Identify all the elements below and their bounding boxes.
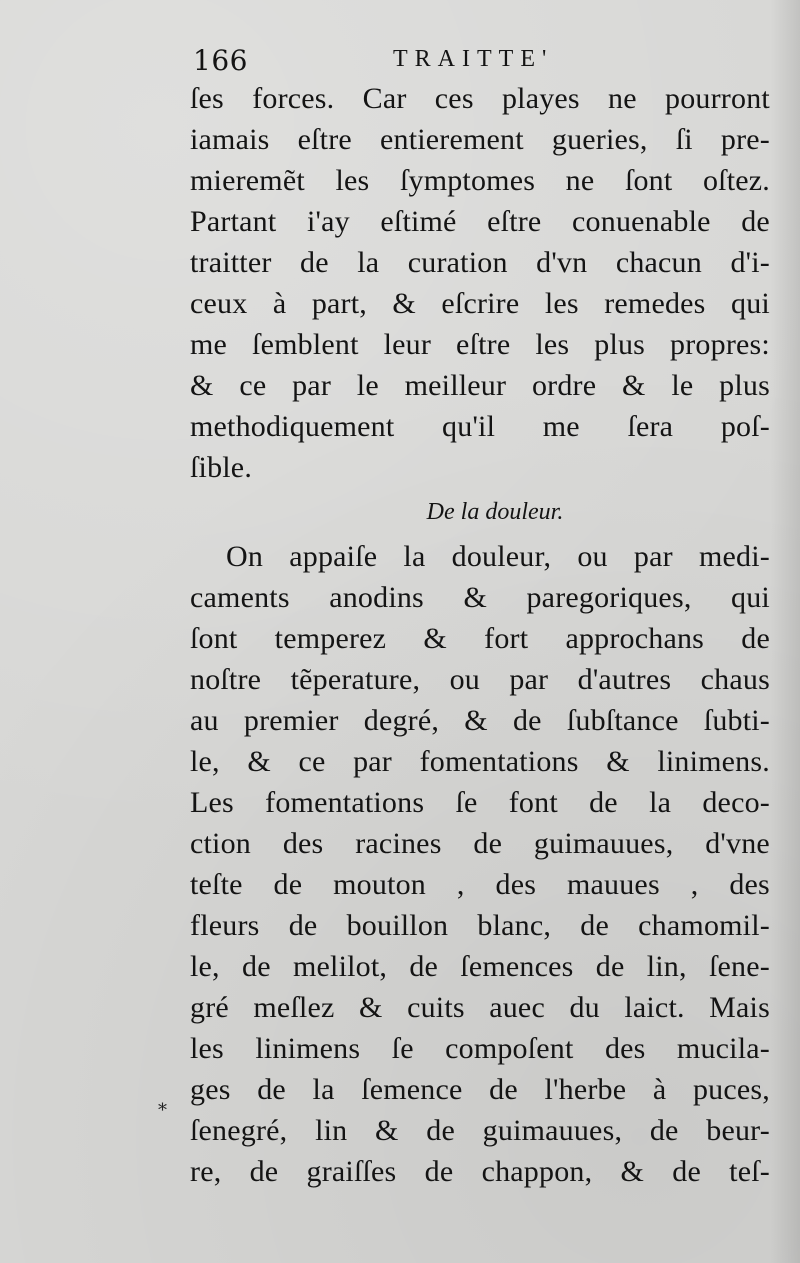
paragraph-2 (190, 536, 770, 1192)
text-line: & ce par le meilleur ordre & le plus (190, 369, 770, 402)
text-line: gré meſlez & cuits auec du laict. Mais (190, 991, 770, 1024)
body-text (190, 78, 770, 1192)
text-line: ſenegré, lin & de guimauues, de beur- (190, 1114, 770, 1147)
text-line: re, de graiſſes de chappon, & de teſ- (190, 1155, 770, 1188)
text-line: ges de la ſemence de l'herbe à puces, (190, 1073, 770, 1106)
text-line: On appaiſe la douleur, ou par medi- (226, 540, 770, 573)
running-title: TRAITTE' (393, 46, 554, 72)
text-line: ſont temperez & fort approchans de (190, 622, 770, 655)
text-line: Partant i'ay eſtimé eſtre conuenable de (190, 205, 770, 238)
text-line: caments anodins & paregoriques, qui (190, 581, 770, 614)
text-line: traitter de la curation d'vn chacun d'i- (190, 246, 770, 279)
page-number: 166 (193, 44, 248, 77)
text-line: le, de melilot, de ſemences de lin, ſene- (190, 950, 770, 983)
section-heading: De la douleur. (426, 499, 564, 525)
text-line: les linimens ſe compoſent des mucila- (190, 1032, 770, 1065)
margin-mark: * (158, 1100, 167, 1121)
text-line: au premier degré, & de ſubſtance ſubti- (190, 704, 770, 737)
text-line: ceux à part, & eſcrire les remedes qui (190, 287, 770, 320)
text-line: le, & ce par fomentations & linimens. (190, 745, 770, 778)
text-line: ſible. (190, 451, 253, 484)
text-line: iamais eſtre entierement gueries, ſi pre- (190, 123, 770, 156)
text-line: methodiquement qu'il me ſera poſ- (190, 410, 770, 443)
paragraph-1 (190, 78, 770, 488)
text-line: teſte de mouton , des mauues , des (190, 868, 770, 901)
text-line: me ſemblent leur eſtre les plus propres: (190, 328, 770, 361)
text-line: fleurs de bouillon blanc, de chamomil- (190, 909, 770, 942)
text-line: ction des racines de guimauues, d'vne (190, 827, 770, 860)
text-line: noſtre tẽperature, ou par d'autres chaus (190, 663, 770, 696)
text-line: mieremẽt les ſymptomes ne ſont oſtez. (190, 164, 770, 197)
text-line: ſes forces. Car ces playes ne pourront (190, 82, 770, 115)
text-line: Les fomentations ſe font de la deco- (190, 786, 770, 819)
